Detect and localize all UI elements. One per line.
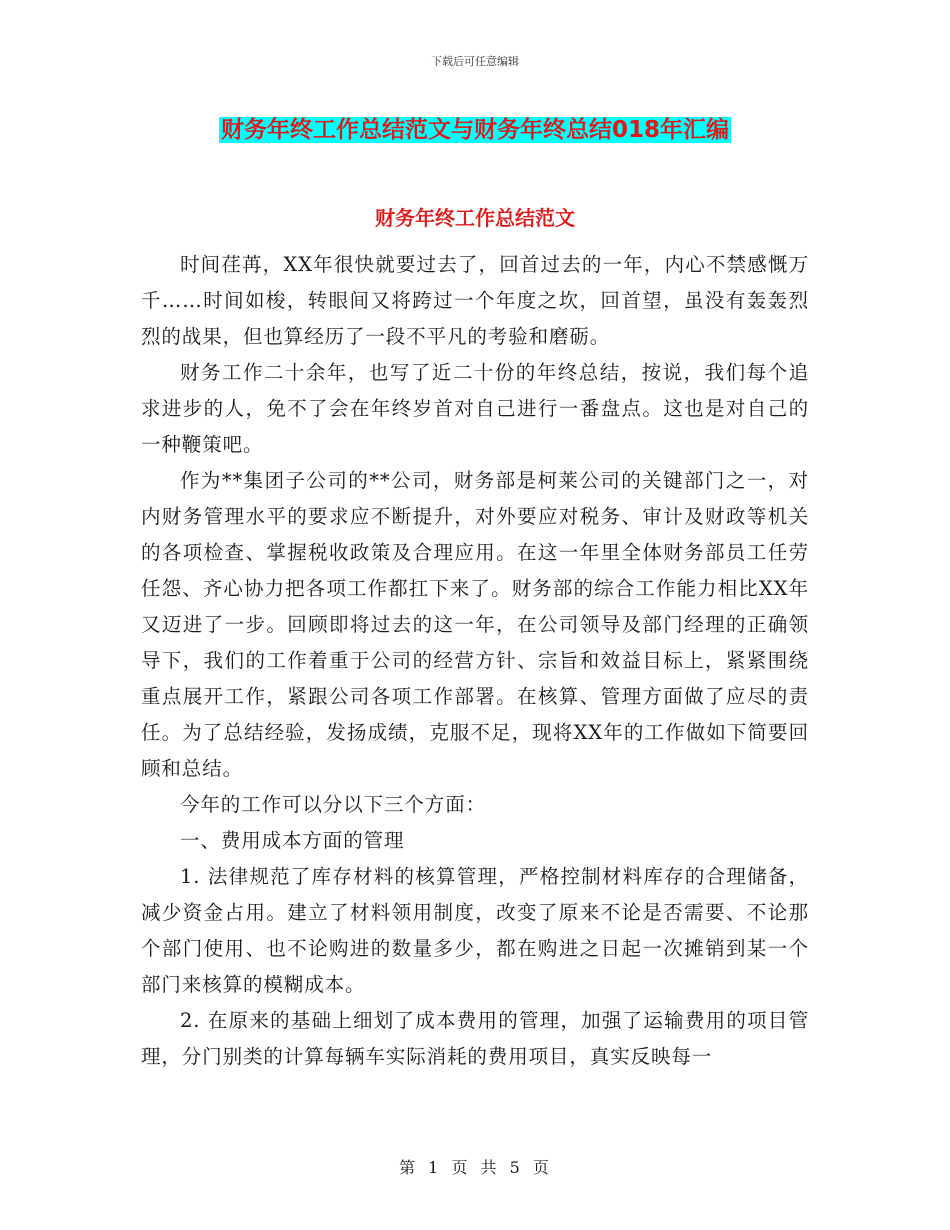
paragraph: 1. 法律规范了库存材料的核算管理，严格控制材料库存的合理储备，减少资金占用。建立了材料领用制度，改变了原来不论是否需要、不论那个部门使用、也不论购进的数量多少，都在购进之日起一次摊销到某一个部门来核算的模糊成本。: [141, 865, 809, 996]
paragraph: 今年的工作可以分以下三个方面：: [180, 793, 487, 816]
header-note: 下载后可任意编辑: [431, 55, 519, 68]
section-title: 财务年终工作总结范文: [375, 206, 575, 230]
paragraph: 一、费用成本方面的管理: [180, 829, 405, 852]
document-title: [0, 112, 950, 148]
paragraph: 2. 在原来的基础上细划了成本费用的管理，加强了运输费用的项目管理，分门别类的计算每辆车实际消耗的费用项目，真实反映每一: [141, 1009, 809, 1068]
body-text: [141, 247, 809, 1075]
paragraph: 作为**集团子公司的**公司，财务部是柯莱公司的关键部门之一，对内财务管理水平的要求应不断提升，对外要应对税务、审计及财政等机关的各项检查、掌握税收政策及合理应用。在这一年里全体财务部员工任劳任怨、齐心协力把各项工作都扛下来了。财务部的综合工作能力相比XX年又迈进了一步。回顾即将过去的这一年，在公司领导及部门经理的正确领导下，我们的工作着重于公司的经营方针、宗旨和效益目标上，紧紧围绕重点展开工作，紧跟公司各项工作部署。在核算、管理方面做了应尽的责任。为了总结经验，发扬成绩，克服不足，现将XX年的工作做如下简要回顾和总结。: [141, 469, 809, 780]
document-title-text: 财务年终工作总结范文与财务年终总结018年汇编: [220, 117, 729, 143]
paragraph: 时间荏苒，XX年很快就要过去了，回首过去的一年，内心不禁感慨万千……时间如梭，转眼间又将跨过一个年度之坎，回首望，虽没有轰轰烈烈的战果，但也算经历了一段不平凡的考验和磨砺。: [141, 253, 809, 348]
page-footer: 第 1 页 共 5 页: [399, 1158, 551, 1177]
paragraph: 财务工作二十余年，也写了近二十份的年终总结，按说，我们每个追求进步的人，免不了会在年终岁首对自己进行一番盘点。这也是对自己的一种鞭策吧。: [141, 361, 809, 456]
